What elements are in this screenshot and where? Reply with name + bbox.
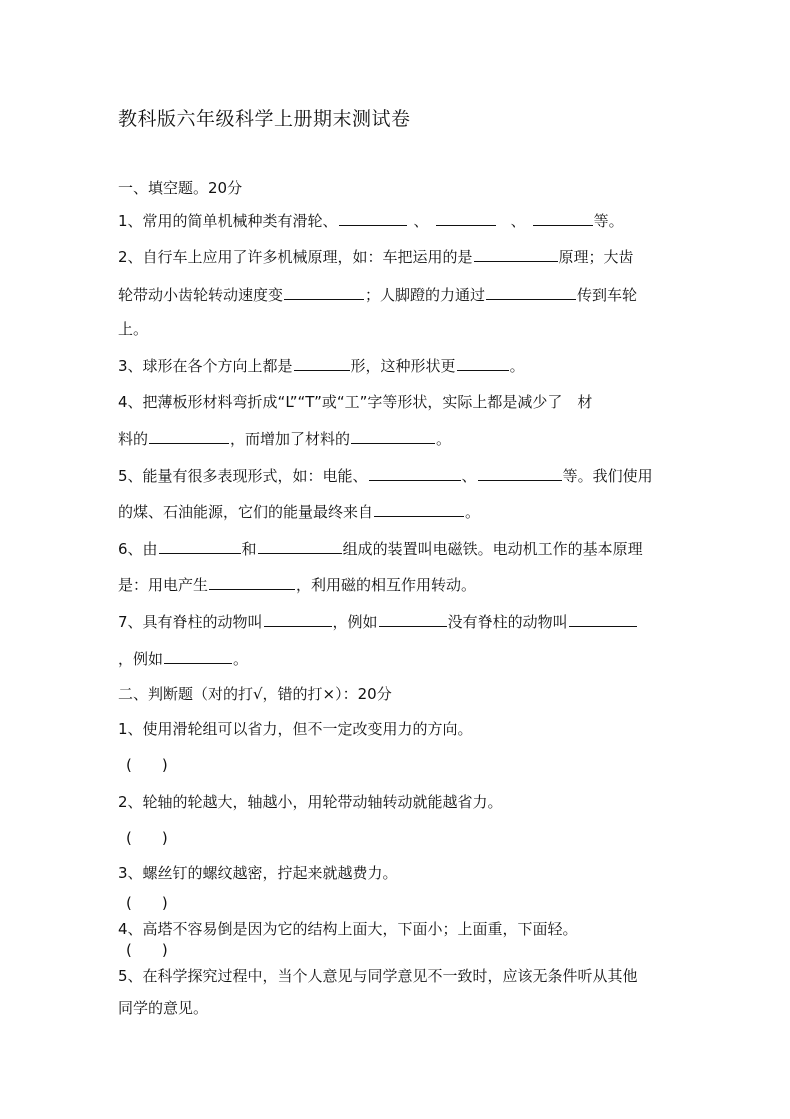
blank[interactable]: [264, 611, 332, 627]
q2-text: 2、自行车上应用了许多机械原理，如：车把运用的是: [118, 248, 473, 266]
q1-sep: 、: [413, 212, 429, 230]
blank[interactable]: [294, 355, 350, 371]
q6-text-c: 组成的装置叫电磁铁。电动机工作的基本原理: [342, 540, 643, 558]
blank[interactable]: [457, 355, 509, 371]
question-6-line2: [118, 574, 476, 595]
q7-text-c: 没有脊柱的动物叫: [447, 613, 568, 631]
blank[interactable]: [351, 428, 435, 444]
q5-text-c: 等。我们使用: [562, 467, 653, 485]
question-7-line2: [118, 648, 248, 669]
q7-text-b: ，例如: [332, 613, 378, 631]
blank[interactable]: [369, 465, 461, 481]
q4-text-d: 。: [436, 430, 452, 448]
q2-text-b: 原理；大齿: [558, 248, 634, 266]
q4-text-c: ，而增加了材料的: [230, 430, 351, 448]
blank[interactable]: [149, 428, 229, 444]
q5-text-d: 的煤、石油能源，它们的能量最终来自: [118, 503, 374, 521]
section1-heading: 一、填空题。20分: [118, 179, 243, 197]
q1-end: 等。: [593, 212, 624, 230]
q1-text: 1、常用的简单机械种类有滑轮、: [118, 212, 338, 230]
question-3: [118, 355, 525, 376]
q7-text-d: ，例如: [118, 650, 164, 668]
judgment-item-3: 3、螺丝钉的螺纹越密，拧起来就越费力。: [118, 864, 398, 882]
answer-parentheses[interactable]: ( ): [126, 756, 168, 774]
question-5-line1: [118, 465, 653, 486]
answer-parentheses[interactable]: ( ): [126, 829, 168, 847]
question-2-line2: [118, 284, 637, 305]
blank[interactable]: [569, 611, 637, 627]
blank[interactable]: [284, 284, 364, 300]
q7-text: 7、具有脊柱的动物叫: [118, 613, 263, 631]
blank[interactable]: [374, 501, 464, 517]
q3-text: 3、球形在各个方向上都是: [118, 357, 293, 375]
blank[interactable]: [159, 538, 241, 554]
judgment-item-1: 1、使用滑轮组可以省力，但不一定改变用力的方向。: [118, 720, 473, 738]
question-2-line3: 上。: [118, 320, 149, 338]
q1-sep2: 、: [510, 212, 526, 230]
q2-text-c: 轮带动小齿轮转动速度变: [118, 286, 284, 304]
question-4-line1: 4、把薄板形材料弯折成“L”“T”或“工”字等形状，实际上都是减少了 材: [118, 393, 593, 411]
blank[interactable]: [209, 574, 295, 590]
judgment-item-5-line1: 5、在科学探究过程中，当个人意见与同学意见不一致时，应该无条件听从其他: [118, 967, 638, 985]
q2-text-d: ；人脚蹬的力通过: [365, 286, 486, 304]
question-7-line1: [118, 611, 638, 632]
judgment-item-4: 4、高塔不容易倒是因为它的结构上面大，下面小；上面重，下面轻。: [118, 920, 578, 938]
q6-text-b: 和: [241, 540, 257, 558]
judgment-item-2: 2、轮轴的轮越大，轴越小，用轮带动轴转动就能越省力。: [118, 793, 503, 811]
question-2-line1: [118, 246, 634, 267]
blank[interactable]: [379, 611, 447, 627]
q2-text-e: 传到车轮: [577, 286, 638, 304]
question-5-line2: [118, 501, 480, 522]
q6-text: 6、由: [118, 540, 158, 558]
section2-heading: 二、判断题（对的打√，错的打×）：20分: [118, 685, 392, 703]
q7-text-e: 。: [233, 650, 249, 668]
question-6-line1: [118, 538, 643, 559]
blank[interactable]: [533, 210, 593, 226]
q5-sep: 、: [461, 467, 477, 485]
blank[interactable]: [258, 538, 342, 554]
blank[interactable]: [164, 648, 232, 664]
q5-text: 5、能量有很多表现形式，如：电能、: [118, 467, 368, 485]
answer-parentheses[interactable]: ( ): [126, 941, 168, 959]
blank[interactable]: [478, 465, 562, 481]
question-1: [118, 210, 624, 231]
blank[interactable]: [436, 210, 496, 226]
answer-parentheses[interactable]: ( ): [126, 894, 168, 912]
q3-text-b: 形，这种形状更: [350, 357, 456, 375]
question-4-line2: [118, 428, 451, 449]
q6-text-d: 是：用电产生: [118, 576, 209, 594]
page-title: 教科版六年级科学上册期末测试卷: [118, 108, 411, 130]
blank[interactable]: [339, 210, 407, 226]
q4-text-b: 料的: [118, 430, 149, 448]
blank[interactable]: [474, 246, 558, 262]
q3-text-c: 。: [509, 357, 525, 375]
q5-text-e: 。: [465, 503, 481, 521]
blank[interactable]: [486, 284, 576, 300]
q6-text-e: ，利用磁的相互作用转动。: [296, 576, 477, 594]
judgment-item-5-line2: 同学的意见。: [118, 999, 209, 1017]
